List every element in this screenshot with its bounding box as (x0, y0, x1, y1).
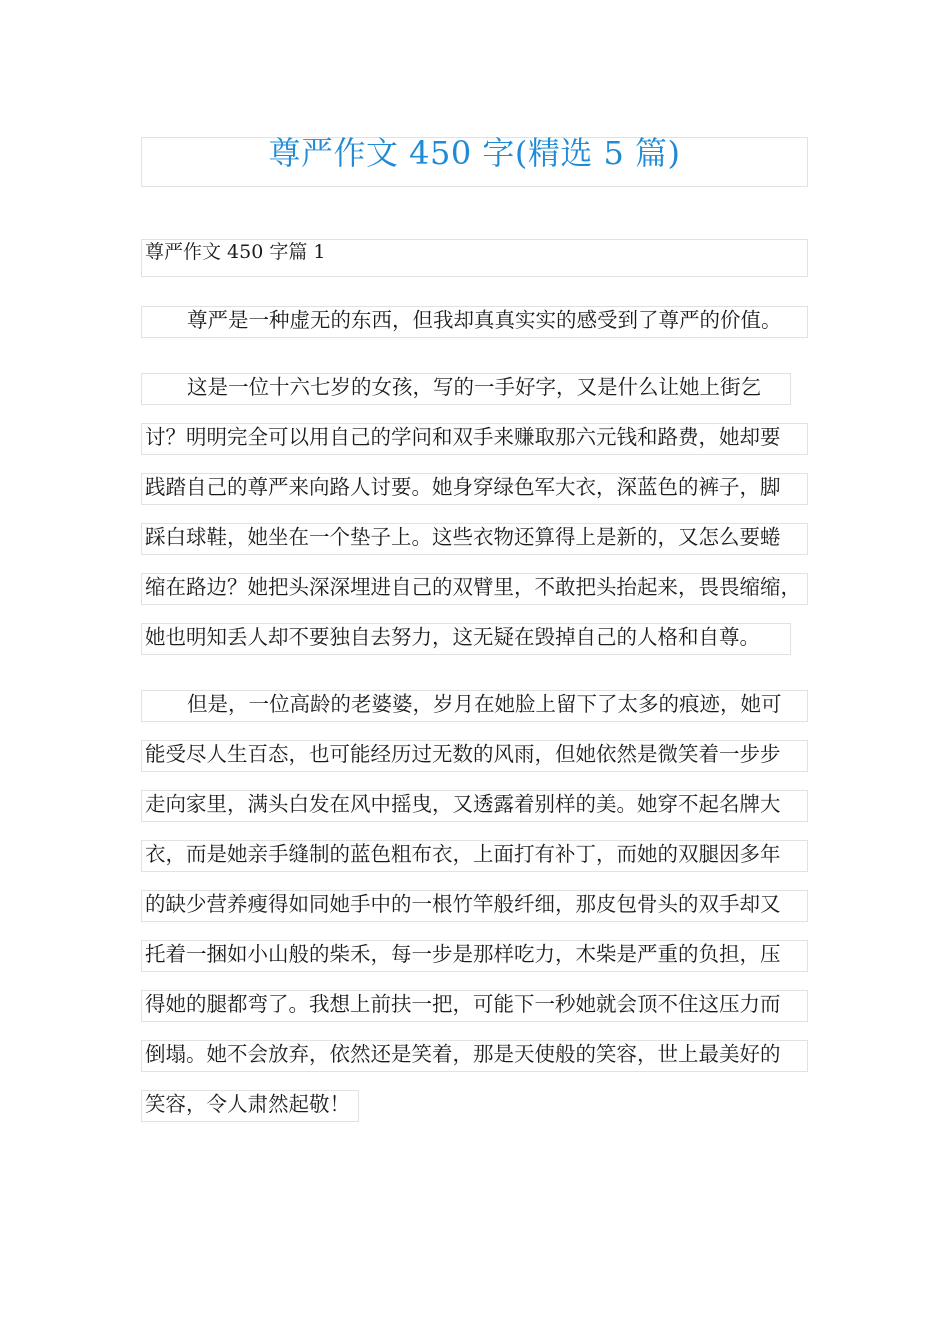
text-line: 得她的腿都弯了。我想上前扶一把，可能下一秒她就会顶不住这压力而 (141, 990, 808, 1022)
document-title: 尊严作文 450 字(精选 5 篇) (268, 134, 681, 172)
text-line: 托着一捆如小山般的柴禾，每一步是那样吃力，木柴是严重的负担，压 (141, 940, 808, 972)
text-line: 缩在路边？她把头深深埋进自己的双臂里，不敢把头抬起来，畏畏缩缩， (141, 573, 808, 605)
text-line: 倒塌。她不会放弃，依然还是笑着，那是天使般的笑容，世上最美好的 (141, 1040, 808, 1072)
text-line: 践踏自己的尊严来向路人讨要。她身穿绿色军大衣，深蓝色的裤子，脚 (141, 473, 808, 505)
text-line: 走向家里，满头白发在风中摇曳，又透露着别样的美。她穿不起名牌大 (141, 790, 808, 822)
text-line: 踩白球鞋，她坐在一个垫子上。这些衣物还算得上是新的，又怎么要蜷 (141, 523, 808, 555)
text-line: 能受尽人生百态，也可能经历过无数的风雨，但她依然是微笑着一步步 (141, 740, 808, 772)
text-line: 这是一位十六七岁的女孩，写的一手好字，又是什么让她上街乞 (141, 373, 791, 405)
text-line: 讨？明明完全可以用自己的学问和双手来赚取那六元钱和路费，她却要 (141, 423, 808, 455)
text-line: 笑容，令人肃然起敬！ (141, 1090, 359, 1122)
section-heading: 尊严作文 450 字篇 1 (141, 239, 808, 277)
text-line: 但是，一位高龄的老婆婆，岁月在她脸上留下了太多的痕迹，她可 (141, 690, 808, 722)
text-line: 衣，而是她亲手缝制的蓝色粗布衣，上面打有补丁，而她的双腿因多年 (141, 840, 808, 872)
text-line: 的缺少营养瘦得如同她手中的一根竹竿般纤细，那皮包骨头的双手却又 (141, 890, 808, 922)
text-line: 她也明知丢人却不要独自去努力，这无疑在毁掉自己的人格和自尊。 (141, 623, 791, 655)
text-line: 尊严是一种虚无的东西，但我却真真实实的感受到了尊严的价值。 (141, 306, 808, 338)
